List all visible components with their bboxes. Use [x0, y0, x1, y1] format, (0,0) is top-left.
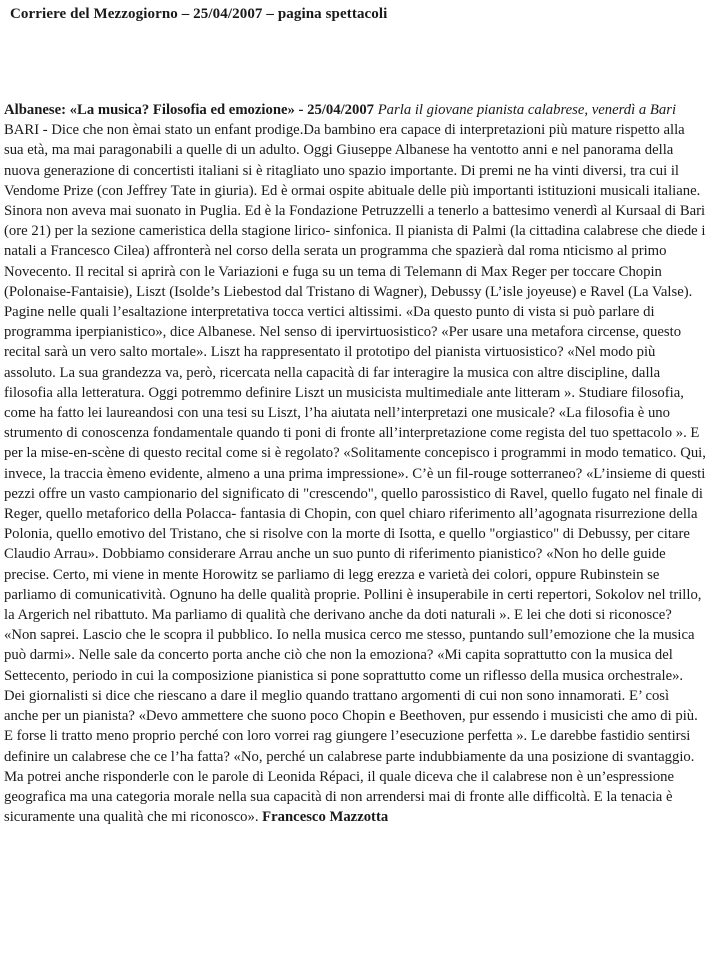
article-body: BARI - Dice che non èmai stato un enfant prodige.Da bambino era capace di interpretazioni più mature rispetto alla sua età, ma mai paragonabili a quelle di un adulto. Oggi Giuseppe Albanese ha ventotto anni e nel panorama della nuova generazione di concertisti italiani si è ritagliato uno spazio importante. Di premi ne ha vinti diversi, tra cui il Vendome Prize (con Jeffrey Tate in giuria). Ed è ormai ospite abituale delle più importanti istituzioni musicali italiane. Sinora non aveva mai suonato in Puglia. Ed è la Fondazione Petruzzelli a tenerlo a battesimo venerdì al Kursaal di Bari (ore 21) per la sezione cameristica della stagione lirico- sinfonica. Il pianista di Palmi (la cittadina calabrese che diede i natali a Francesco Cilea) affronterà nel corso della serata un programma che spazierà dal roma nticismo al primo Novecento. Il recital si aprirà con le Variazioni e fuga su un tema di Telemann di Max Reger per toccare Chopin (Polonaise-Fantaisie), Liszt (Isolde’s Liebestod dal Tristano di Wagner), Debussy (L’isle joyeuse) e Ravel (La Valse). Pagine nelle quali l’esaltazione interpretativa tocca vertici altissimi. «Da questo punto di vista si può parlare di programma iperpianistico», dice Albanese. Nel senso di ipervirtuosistico? «Per usare una metafora circense, questo recital sarà un vero salto mortale». Liszt ha rappresentato il prototipo del pianista virtuosistico? «Nel modo più assoluto. La sua grandezza va, però, ricercata nella capacità di far interagire la musica con altre discipline, dalla filosofia alla letteratura. Oggi potremmo definire Liszt un musicista multimediale ante litteram ». Studiare filosofia, come ha fatto lei laureandosi con una tesi su Liszt, l’ha aiutata nell’interpretazi one musicale? «La filosofia è uno strumento di conoscenza fondamentale quando ti poni di fronte all’interpretazione come regista del tuo spettacolo ». E per la mise-en-scène di questo recital come si è regolato? «Solitamente concepisco i programmi in modo tematico. Qui, invece, la traccia èmeno evidente, almeno a una prima impressione». C’è un fil-rouge sotterraneo? «L’insieme di questi pezzi offre un vasto campionario del significato di "crescendo", quello parossistico di Ravel, quello fugato nel finale di Reger, quello metaforico della Polacca- fantasia di Chopin, con quel chiaro riferimento all’agognata risurrezione della Polonia, quello emotivo del Tristano, che si risolve con la morte di Isotta, e quello "orgiastico" di Debussy, per citare Claudio Arrau». Dobbiamo considerare Arrau anche un suo punto di riferimento pianistico? «Non ho delle guide precise. Certo, mi viene in mente Horowitz se parliamo di legg erezza e varietà dei colori, oppure Rubinstein se parliamo di comunicatività. Ognuno ha delle qualità proprie. Pollini è insuperabile in certi repertori, Sokolov nel trillo, la Argerich nel ribattuto. Ma parliamo di qualità che derivano anche da doti naturali ». E lei che doti si riconosce? «Non saprei. Lascio che le scopra il pubblico. Io nella musica cerco me stesso, puntando sull’emozione che la musica può darmi». Nelle sale da concerto porta anche ciò che non la emoziona? «Mi capita soprattutto con la musica del Settecento, periodo in cui la composizione pianistica si pone soprattutto come un riflesso della musica orchestrale». Dei giornalisti si dice che riescano a dare il meglio quando trattano argomenti di cui non sono innamorati. E’ così anche per un pianista? «Devo ammettere che suono poco Chopin e Beethoven, pur essendo i musicisti che amo di più. E forse li tratto meno proprio perché con loro vorrei rag giungere l’esecuzione perfetta ». Le darebbe fastidio sentirsi definire un calabrese che ce l’ha fatta? «No, perché un calabrese parte indubbiamente da una posizione di svantaggio. Ma potrei anche risponderle con le parole di Leonida Répaci, il quale diceva che il calabrese non è un’espressione geografica ma una categoria morale nella sua capacità di non arrendersi mai di fronte alle difficoltà. E la tenacia è sicuramente una qualità che mi riconosco». [4, 122, 706, 826]
article-subhead: Parla il giovane pianista calabrese, venerdì a Bari [377, 102, 677, 118]
masthead: Corriere del Mezzogiorno – 25/04/2007 – pagina spettacoli [10, 6, 388, 22]
article [4, 100, 706, 827]
article-headline: Albanese: «La musica? Filosofia ed emozione» - 25/04/2007 [4, 102, 375, 118]
article-byline: Francesco Mazzotta [262, 809, 389, 826]
